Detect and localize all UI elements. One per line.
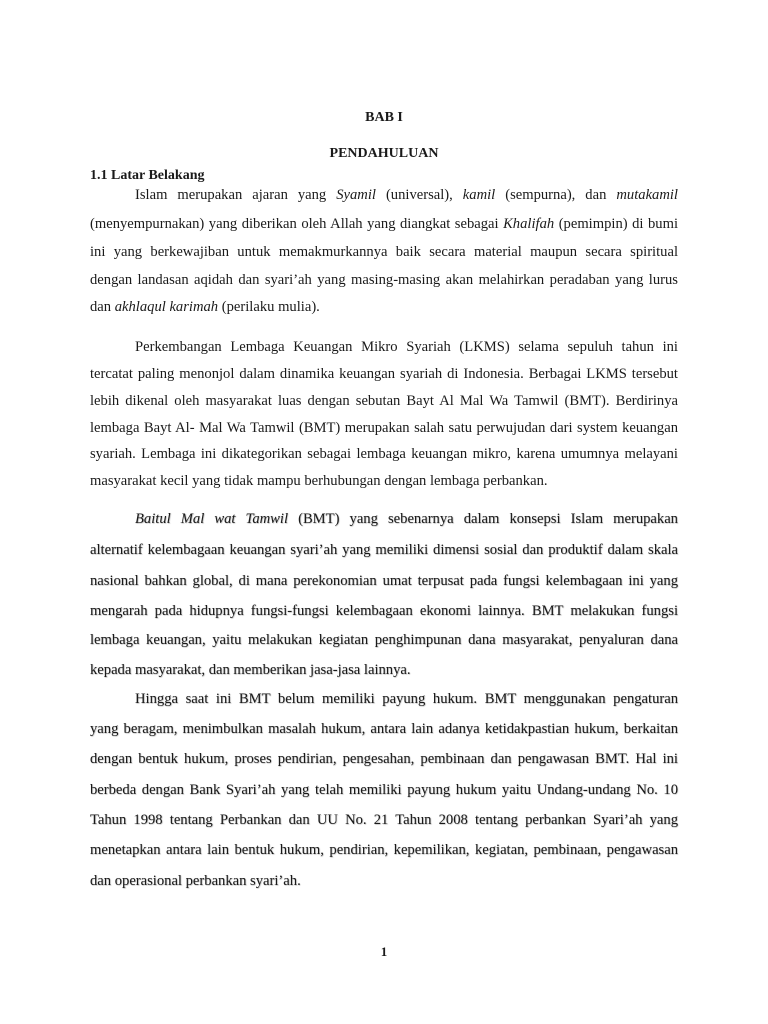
paragraph-line: syariah. Lembaga ini dikategorikan sebagai lembaga keuangan mikro, karena umumnya melayani — [90, 446, 678, 462]
paragraph-line: Hingga saat ini BMT belum memiliki payung hukum. BMT menggunakan pengaturan — [135, 691, 678, 707]
paragraph-line: tercatat paling menonjol dalam dinamika keuangan syariah di Indonesia. Berbagai LKMS tersebut — [90, 366, 678, 382]
paragraph-line: ini yang berkewajiban untuk memakmurkannya baik secara material maupun secara spiritual — [90, 244, 678, 260]
paragraph-line: Tahun 1998 tentang Perbankan dan UU No. 21 Tahun 2008 tentang perbankan Syari’ah yang — [90, 812, 678, 828]
paragraph-line: alternatif kelembagaan keuangan syari’ah yang memiliki dimensi sosial dan produktif dalam skala — [90, 542, 678, 558]
paragraph-line: dengan landasan aqidah dan syari’ah yang masing-masing akan melahirkan peradaban yang lurus — [90, 272, 678, 288]
paragraph-line: dan operasional perbankan syari’ah. — [90, 873, 301, 889]
paragraph-line: Perkembangan Lembaga Keuangan Mikro Syariah (LKMS) selama sepuluh tahun ini — [135, 339, 678, 355]
chapter-label: BAB I — [365, 110, 403, 125]
chapter-title: PENDAHULUAN — [329, 146, 439, 161]
paragraph-line: lembaga keuangan, yaitu melakukan kegiatan penghimpunan dana masyarakat, penyaluran dana — [90, 632, 678, 648]
paragraph-line: lebih dikenal oleh masyarakat luas dengan sebutan Bayt Al Mal Wa Tamwil (BMT). Berdirinya — [90, 393, 678, 409]
paragraph-line: yang beragam, menimbulkan masalah hukum, antara lain adanya ketidakpastian hukum, berkaitan — [90, 721, 678, 737]
paragraph-line: Baitul Mal wat Tamwil (BMT) yang sebenarnya dalam konsepsi Islam merupakan — [135, 511, 678, 527]
paragraph-line: dan akhlaqul karimah (perilaku mulia). — [90, 299, 320, 315]
paragraph-line: menetapkan antara lain bentuk hukum, pendirian, kepemilikan, kegiatan, pembinaan, pengawasan — [90, 842, 678, 858]
paragraph-line: mengarah pada hidupnya fungsi-fungsi kelembagaan ekonomi lainnya. BMT melakukan fungsi — [90, 603, 678, 619]
paragraph-line: (menyempurnakan) yang diberikan oleh Allah yang diangkat sebagai Khalifah (pemimpin) di bumi — [90, 216, 678, 232]
page-number: 1 — [380, 944, 388, 959]
paragraph-line: Islam merupakan ajaran yang Syamil (universal), kamil (sempurna), dan mutakamil — [135, 187, 678, 203]
paragraph-line: berbeda dengan Bank Syari’ah yang telah memiliki payung hukum yaitu Undang-undang No. 10 — [90, 782, 678, 798]
section-heading: 1.1 Latar Belakang — [90, 168, 205, 183]
paragraph-line: kepada masyarakat, dan memberikan jasa-jasa lainnya. — [90, 662, 411, 678]
paragraph-line: lembaga Bayt Al- Mal Wa Tamwil (BMT) merupakan salah satu perwujudan dari system keuangan — [90, 420, 678, 436]
paragraph-line: dengan bentuk hukum, proses pendirian, pengesahan, pembinaan dan pengawasan BMT. Hal ini — [90, 751, 678, 767]
paragraph-line: nasional bahkan global, di mana perekonomian umat terpusat pada fungsi kelembagaan ini yang — [90, 573, 678, 589]
paragraph-line: masyarakat kecil yang tidak mampu berhubungan dengan lembaga perbankan. — [90, 473, 548, 489]
